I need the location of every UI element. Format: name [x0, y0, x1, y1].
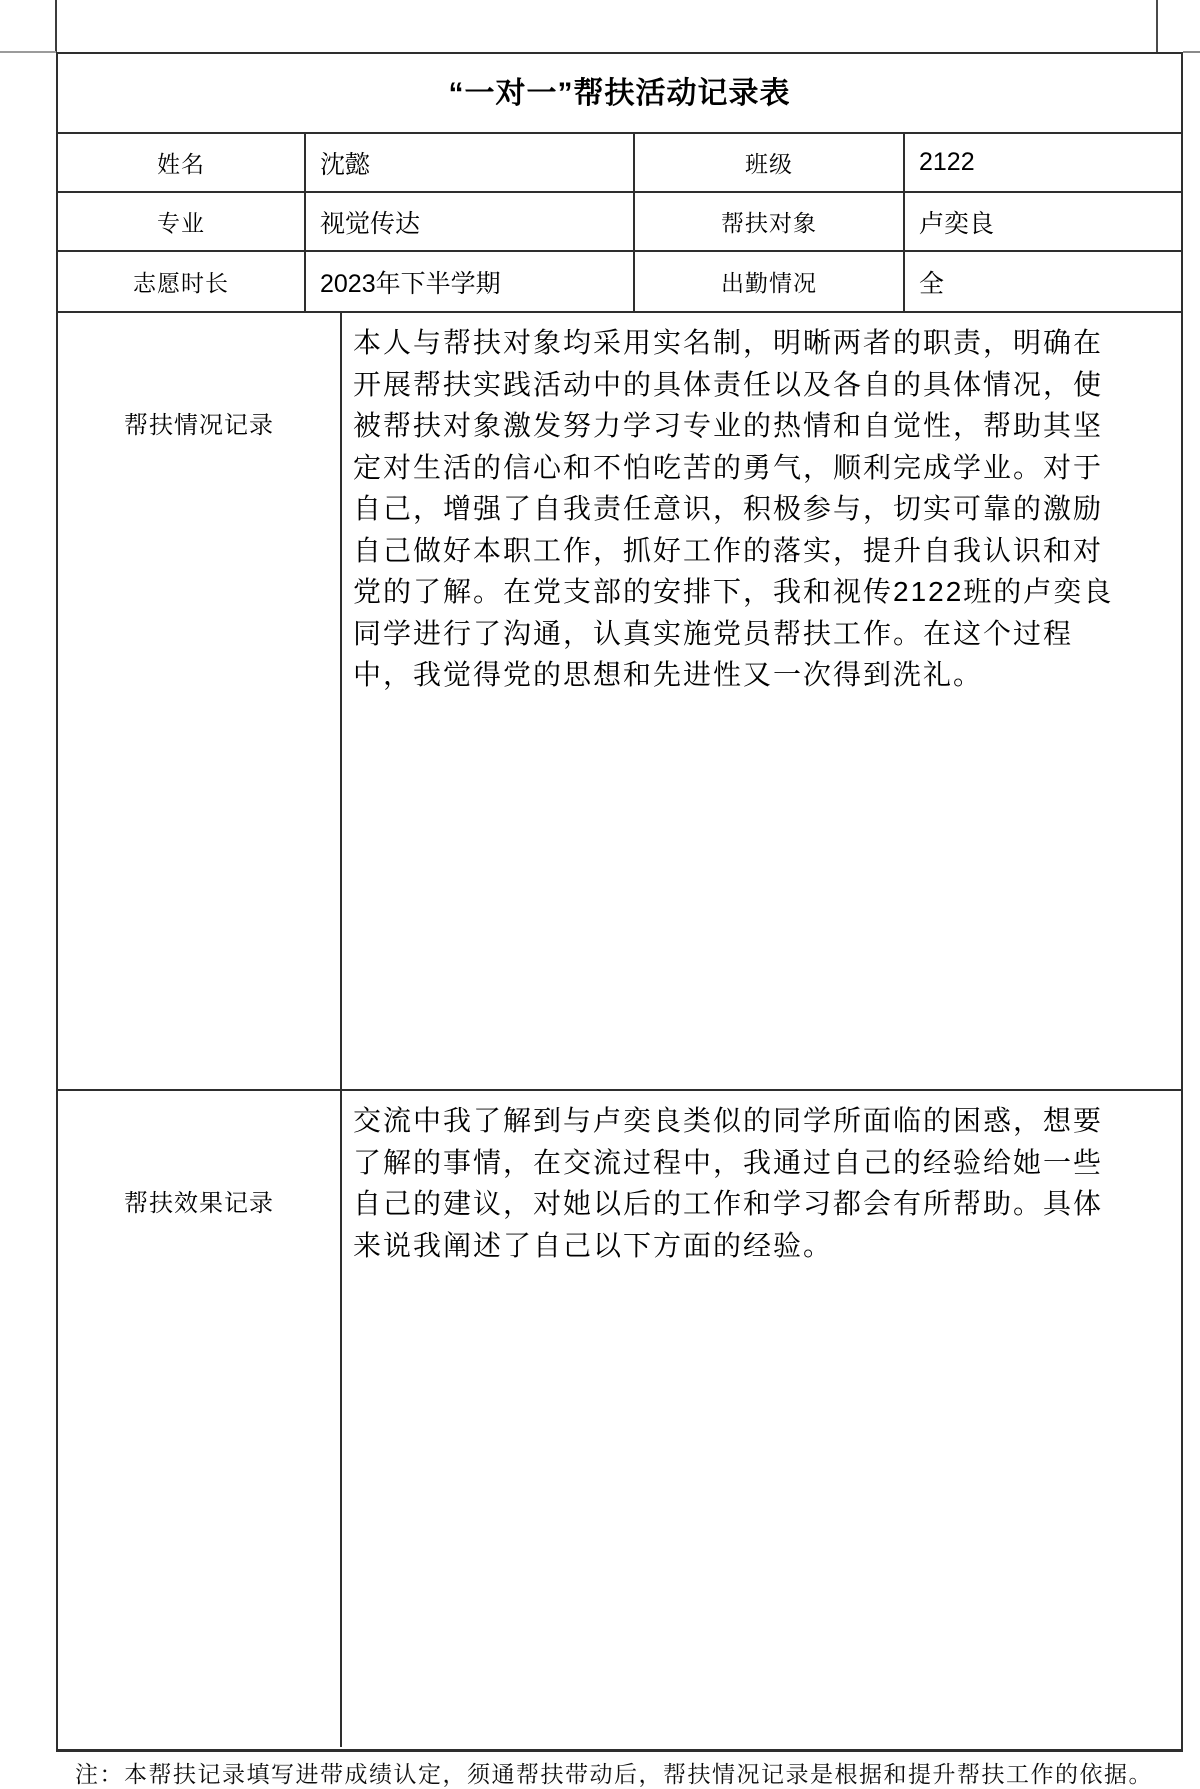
text-line[interactable]: 本人与帮扶对象均采用实名制，明晰两者的职责，明确在: [353, 327, 1104, 358]
assist-record-text-cell[interactable]: [342, 313, 1181, 1089]
footer-note: 注：本帮扶记录填写进带成绩认定，须通帮扶带动后，帮扶情况记录是根据和提升帮扶工作的依据。: [75, 1761, 1153, 1787]
name-label-cell: 姓名: [58, 134, 306, 191]
text-line[interactable]: 自己，增强了自我责任意识，积极参与，切实可靠的激励: [353, 493, 1104, 524]
major-value-cell[interactable]: 视觉传达: [306, 193, 635, 250]
text-line[interactable]: 中，我觉得党的思想和先进性又一次得到洗礼。: [353, 659, 984, 690]
class-label-cell: 班级: [635, 134, 905, 191]
table-row: [58, 134, 1181, 193]
assist-record-paragraph[interactable]: [353, 322, 1169, 696]
page-boundary-mark-left: [55, 0, 57, 53]
table-row: [58, 193, 1181, 252]
helped-person-label-cell: 帮扶对象: [635, 193, 905, 250]
assist-record-label: 帮扶情况记录: [58, 313, 342, 1089]
text-line[interactable]: 交流中我了解到与卢奕良类似的同学所面临的困惑，想要: [353, 1105, 1104, 1136]
text-line[interactable]: 自己的建议，对她以后的工作和学习都会有所帮助。具体: [353, 1188, 1104, 1219]
attendance-value-cell[interactable]: 全: [919, 269, 945, 298]
name-value-cell[interactable]: 沈懿: [306, 134, 635, 191]
table-row: [58, 252, 1181, 313]
text-line[interactable]: 党的了解。在党支部的安排下，我和视传2122班的卢奕良: [353, 576, 1114, 607]
effect-record-label: 帮扶效果记录: [58, 1091, 342, 1747]
helped-person-value-cell[interactable]: 卢奕良: [919, 209, 995, 238]
text-line[interactable]: 自己做好本职工作，抓好工作的落实，提升自我认识和对: [353, 534, 1104, 566]
effect-record-text-cell[interactable]: [342, 1091, 1181, 1747]
volunteer-duration-value-cell[interactable]: 2023年下半学期: [306, 252, 635, 311]
text-line[interactable]: 被帮扶对象激发努力学习专业的热情和自觉性，帮助其坚: [353, 410, 1104, 441]
text-line[interactable]: 来说我阐述了自己以下方面的经验。: [353, 1229, 834, 1261]
effect-record-paragraph[interactable]: [353, 1100, 1169, 1266]
record-table: [56, 52, 1183, 1752]
volunteer-duration-label-cell: 志愿时长: [58, 252, 306, 311]
text-line[interactable]: 同学进行了沟通，认真实施党员帮扶工作。在这个过程: [353, 617, 1074, 649]
attendance-label-cell: 出勤情况: [635, 252, 905, 311]
page-title: “一对一”帮扶活动记录表: [448, 77, 791, 110]
text-line[interactable]: 定对生活的信心和不怕吃苦的勇气，顺利完成学业。对于: [353, 451, 1104, 483]
text-line[interactable]: 了解的事情，在交流过程中，我通过自己的经验给她一些: [353, 1146, 1104, 1178]
page-boundary-mark-right: [1156, 0, 1158, 53]
effect-record-row: [58, 1091, 1181, 1747]
page-boundary-mark-top-left: [0, 51, 56, 53]
class-value-cell[interactable]: 2122: [919, 148, 975, 176]
assist-record-row: [58, 313, 1181, 1091]
title-row: [58, 54, 1181, 134]
text-line[interactable]: 开展帮扶实践活动中的具体责任以及各自的具体情况，使: [353, 368, 1104, 400]
major-label-cell: 专业: [58, 193, 306, 250]
page-boundary-mark-top-right: [1183, 51, 1200, 53]
